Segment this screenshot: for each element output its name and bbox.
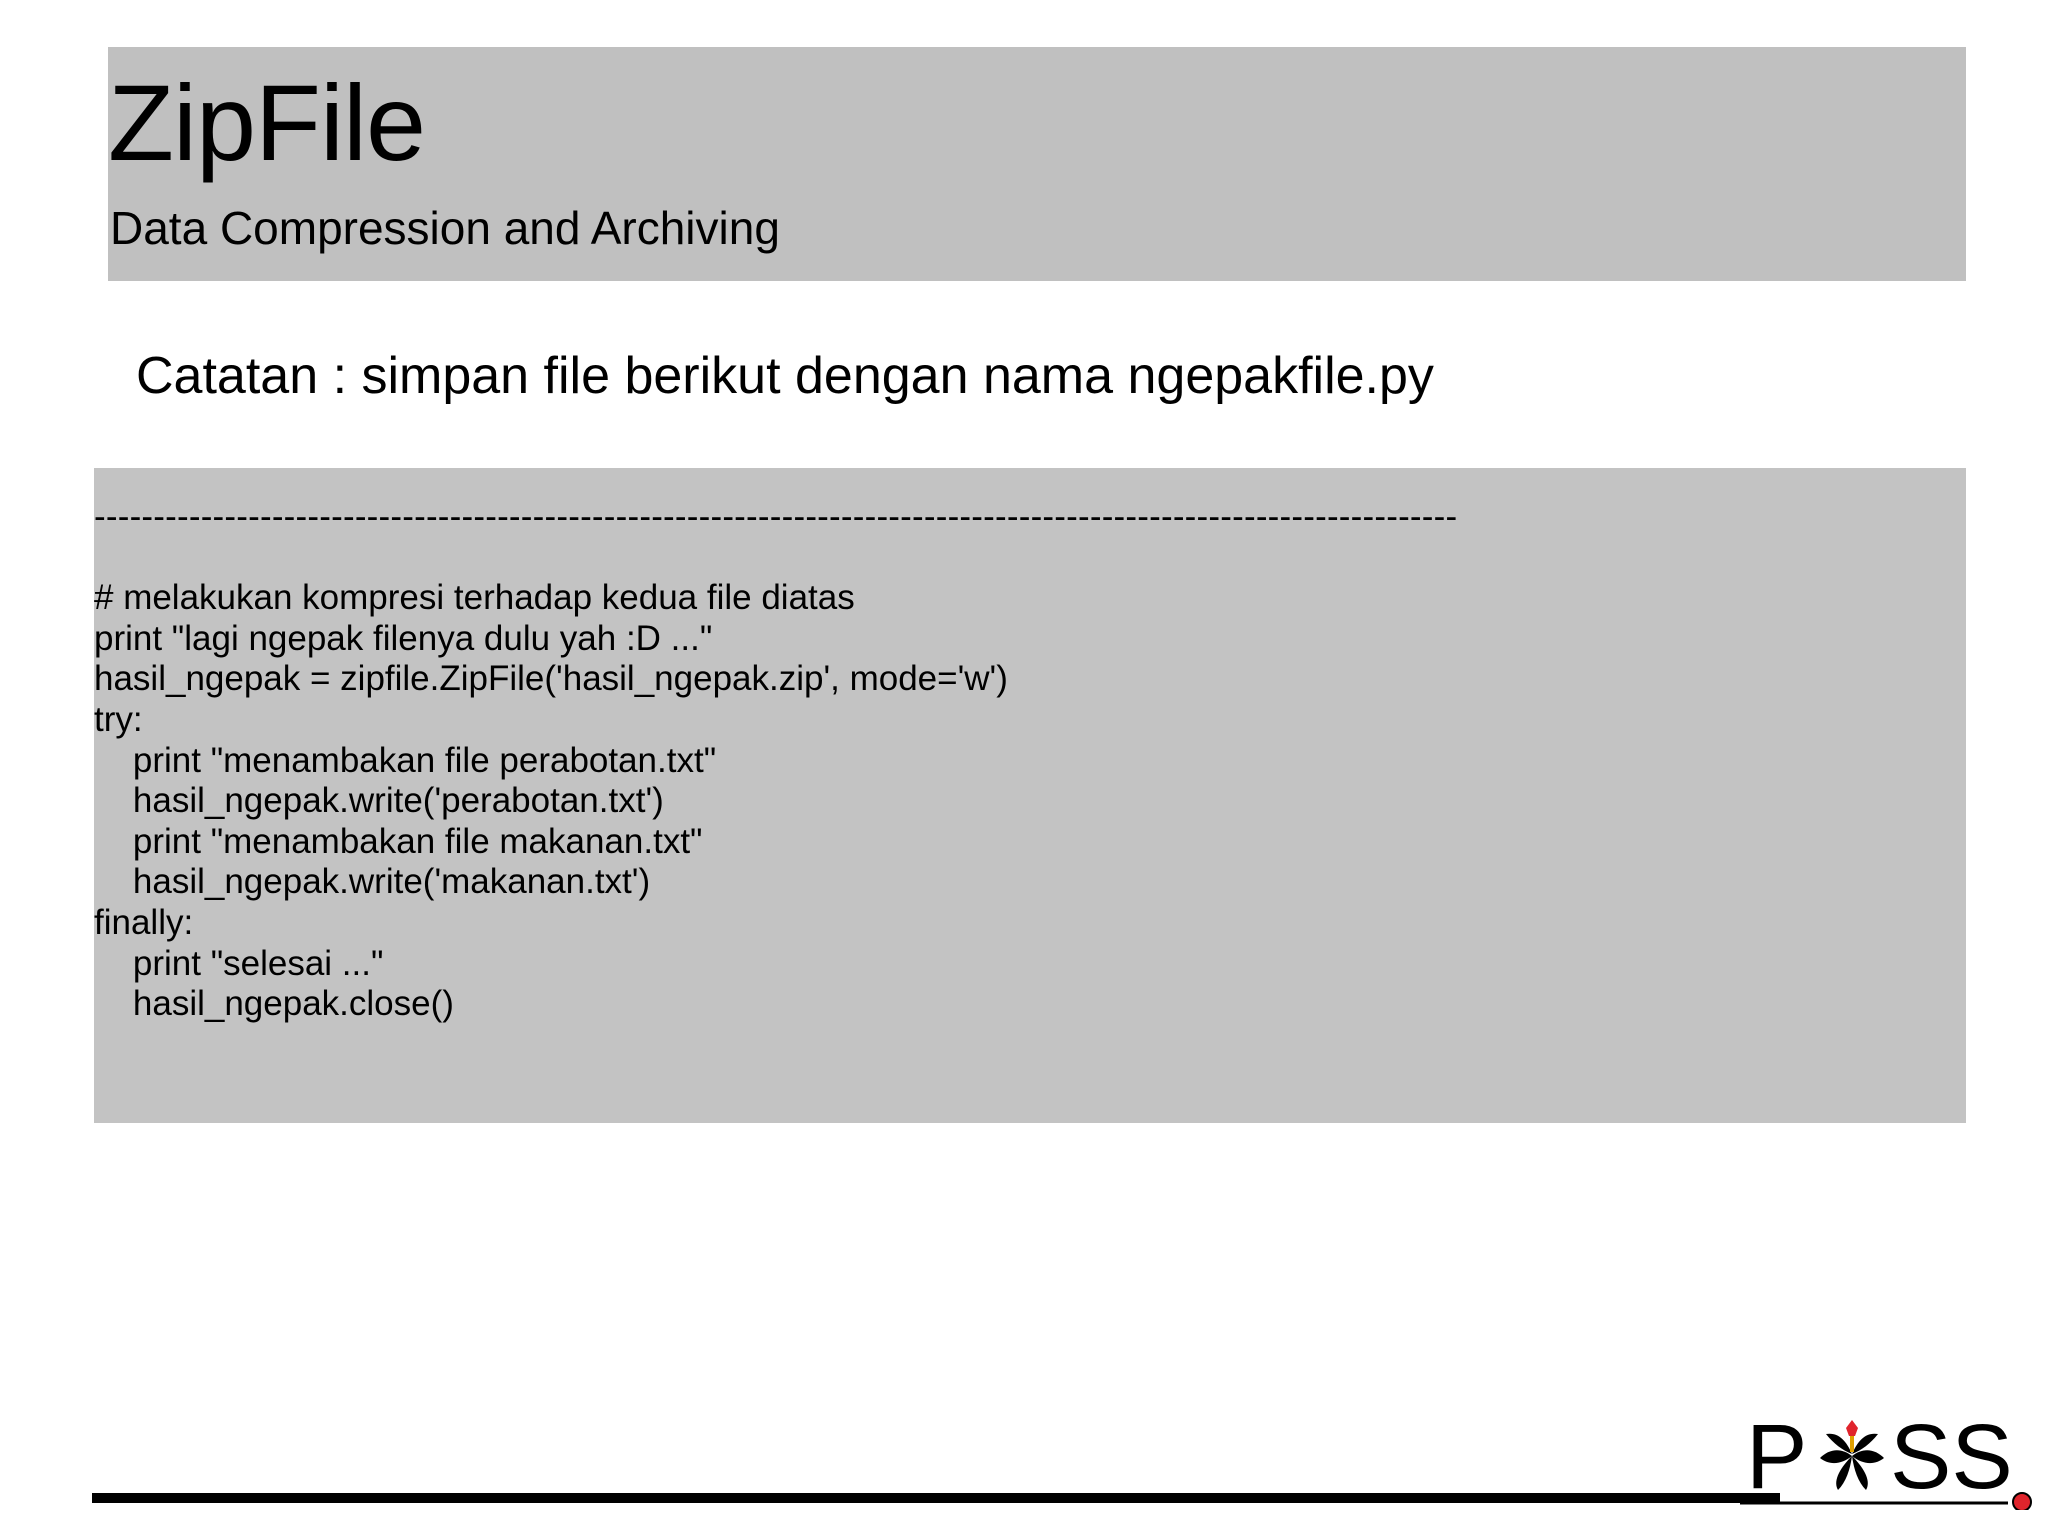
code-line: hasil_ngepak = zipfile.ZipFile('hasil_ngepak.zip', mode='w') xyxy=(94,659,1008,699)
code-divider: ------------------------------------------------------------------------------------------------------------------- xyxy=(94,497,1458,536)
code-line: finally: xyxy=(94,902,194,942)
code-lines xyxy=(94,497,1457,1025)
code-line: hasil_ngepak.write('perabotan.txt') xyxy=(94,781,664,821)
logo-red-dot xyxy=(2013,1493,2031,1510)
slide-subtitle: Data Compression and Archiving xyxy=(110,202,780,254)
footer-rule xyxy=(92,1493,1780,1503)
code-line: print "menambakan file perabotan.txt" xyxy=(94,740,717,780)
note-text: Catatan : simpan file berikut dengan nama ngepakfile.py xyxy=(136,347,1434,405)
code-block xyxy=(94,468,1966,1123)
flower-emblem-icon xyxy=(1820,1420,1884,1490)
code-line: # melakukan kompresi terhadap kedua file diatas xyxy=(94,578,855,618)
logo-letter-p: P xyxy=(1746,1406,1808,1508)
code-line: print "lagi ngepak filenya dulu yah :D ..." xyxy=(94,618,713,658)
code-line: hasil_ngepak.write('makanan.txt') xyxy=(94,862,651,902)
slide-title: ZipFile xyxy=(108,62,426,183)
code-line: print "menambakan file makanan.txt" xyxy=(94,821,703,861)
code-line: print "selesai ..." xyxy=(94,943,384,983)
code-line: hasil_ngepak.close() xyxy=(94,984,454,1024)
title-banner xyxy=(108,47,1966,281)
poss-logo xyxy=(1740,1400,2040,1510)
code-line xyxy=(94,538,1457,579)
logo-letters-ss: SS xyxy=(1890,1406,2013,1508)
code-line: try: xyxy=(94,699,143,739)
